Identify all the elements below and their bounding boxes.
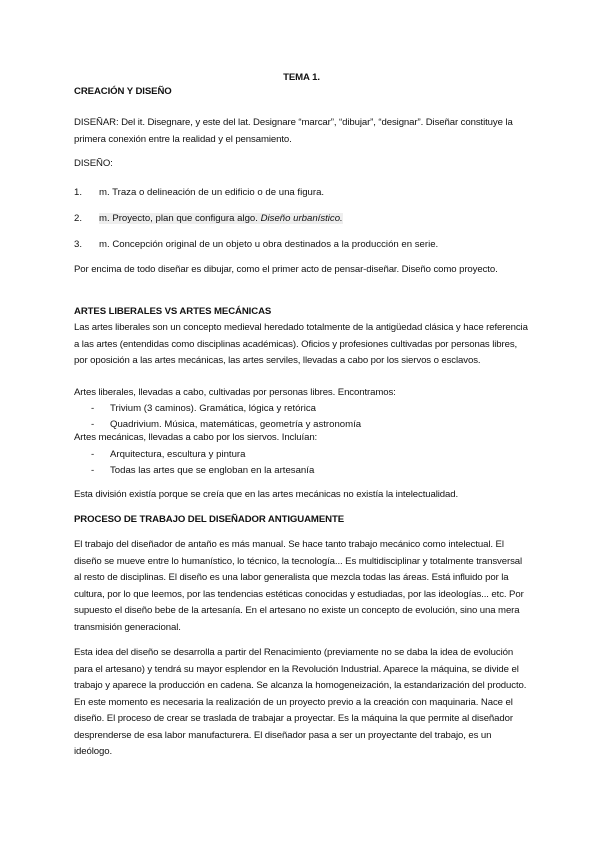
- definition-number-3: 3.: [74, 239, 83, 250]
- disenar-definition: DISEÑAR: Del it. Disegnare, y este del lat. Designare “marcar”, “dibujar”, “designar”. Diseñar constituye la primera conexión entre la realidad y el pensamiento.: [74, 117, 513, 145]
- bullet-dash: -: [91, 465, 95, 476]
- artes-liberales-line: Artes liberales, llevadas a cabo, cultivadas por personas libres. Encontramos:: [74, 387, 396, 398]
- mecanicas-item-artesania: Todas las artes que se engloban en la artesanía: [110, 465, 315, 476]
- mecanicas-item-arquitectura: Arquitectura, escultura y pintura: [110, 449, 246, 460]
- liberales-item-trivium: Trivium (3 caminos). Gramática, lógica y retórica: [110, 403, 316, 414]
- bullet-dash: -: [91, 449, 95, 460]
- artes-heading: ARTES LIBERALES VS ARTES MECÁNICAS: [74, 306, 272, 317]
- creacion-diseno-heading: CREACIÓN Y DISEÑO: [74, 86, 172, 97]
- diseno-label: DISEÑO:: [74, 158, 113, 169]
- definition-text-3: m. Concepción original de un objeto u obra destinados a la producción en serie.: [99, 239, 439, 250]
- por-encima-paragraph: Por encima de todo diseñar es dibujar, como el primer acto de pensar-diseñar. Diseño como proyecto.: [74, 264, 498, 275]
- definition-number-1: 1.: [74, 187, 83, 198]
- artes-conclusion: Esta división existía porque se creía que en las artes mecánicas no existía la intelectualidad.: [74, 489, 459, 500]
- definition-text-1: m. Traza o delineación de un edificio o de una figura.: [99, 187, 325, 198]
- tema-heading: TEMA 1.: [283, 72, 320, 83]
- bullet-dash: -: [91, 419, 95, 430]
- proceso-paragraph-1: El trabajo del diseñador de antaño es más manual. Se hace tanto trabajo mecánico como intelectual. El diseño se mueve entre lo humanístico, lo técnico, la tecnología... Es multidisciplinar y totalmente transversal al resto de disciplinas. El diseño es una labor generalista que mezcla todas las áreas. Está influido por la cultura, por lo que leemos, por las tendencias estéticas conocidas y estudiadas, por las ideologías... etc. Por supuesto el diseño bebe de la artesanía. En el artesano no existe un concepto de evolución, sino una mera transmisión generacional.: [74, 539, 524, 633]
- proceso-heading: PROCESO DE TRABAJO DEL DISEÑADOR ANTIGUAMENTE: [74, 514, 345, 525]
- liberales-item-quadrivium: Quadrivium. Música, matemáticas, geometría y astronomía: [110, 419, 362, 430]
- proceso-paragraph-2: Esta idea del diseño se desarrolla a partir del Renacimiento (previamente no se daba la idea de evolución para el artesano) y tendrá su mayor esplendor en la Revolución Industrial. Aparece la máquina, se divide el trabajo y aparece la producción en cadena. Se alcanza la homogeneización, la estandarización del producto. En este momento es necesaria la realización de un proyecto previo a la creación con maquinaria. Nace el diseño. El proceso de crear se traslada de trabajar a proyectar. Es la máquina la que permite al diseñador desprenderse de esa labor manufacturera. El diseñador pasa a ser un proyectante del trabajo, es un ideólogo.: [74, 647, 527, 757]
- definition-text-2: m. Proyecto, plan que configura algo.: [99, 213, 261, 224]
- bullet-dash: -: [91, 403, 95, 414]
- artes-mecanicas-line: Artes mecánicas, llevadas a cabo por los siervos. Incluían:: [74, 432, 318, 443]
- definition-item-2: [99, 211, 529, 228]
- definition-example-2: Diseño urbanístico.: [260, 213, 343, 224]
- artes-intro-paragraph: Las artes liberales son un concepto medieval heredado totalmente de la antigüedad clásica y hace referencia a las artes (entendidas como disciplinas académicas). Oficios y profesiones cultivadas por personas libres, por oposición a las artes mecánicas, las artes serviles, llevadas a cabo por los siervos o esclavos.: [74, 322, 528, 366]
- definition-number-2: 2.: [74, 213, 83, 224]
